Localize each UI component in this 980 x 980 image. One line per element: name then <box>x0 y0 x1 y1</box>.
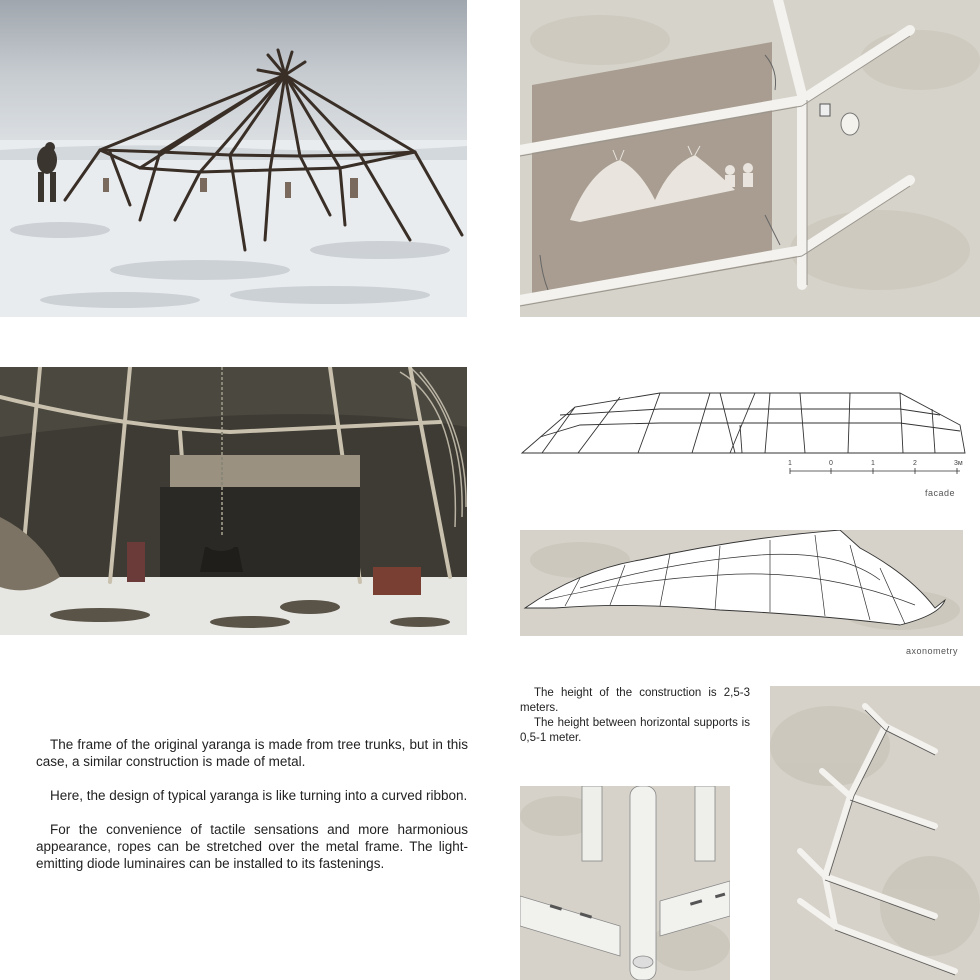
description-paragraph: The frame of the original yaranga is made from tree trunks, but in this case, a similar construction is made of metal. <box>36 737 468 769</box>
render-frame-detail <box>520 0 980 317</box>
main-description <box>36 736 468 872</box>
scale-tick-label: 1 <box>871 460 875 467</box>
facade-drawing <box>520 385 980 485</box>
scale-tick-label: 2 <box>913 460 917 467</box>
height-line-supports: The height between horizontal supports is 0,5-1 meter. <box>520 717 750 744</box>
render-joint-closeup <box>520 786 730 980</box>
axonometry-drawing <box>520 530 963 636</box>
height-description <box>520 686 750 746</box>
scale-tick-label: 3м <box>954 460 963 467</box>
scale-tick-label: 1 <box>788 460 792 467</box>
scale-tick-label: 0 <box>829 460 833 467</box>
facade-caption: facade <box>925 488 956 498</box>
photo-yaranga-frame <box>0 0 467 317</box>
height-line-construction: The height of the construction is 2,5-3 meters. <box>520 687 750 714</box>
axonometry-caption: axonometry <box>906 646 959 656</box>
description-paragraph: For the convenience of tactile sensations and more harmonious appearance, ropes can be stretched over the metal frame. The light-emitting diode luminaires can be installed to its fastenings. <box>36 822 468 871</box>
render-curved-frame <box>770 686 980 980</box>
scale-bar <box>790 468 960 474</box>
photo-yaranga-interior <box>0 367 467 635</box>
description-paragraph: Here, the design of typical yaranga is like turning into a curved ribbon. <box>50 788 468 803</box>
